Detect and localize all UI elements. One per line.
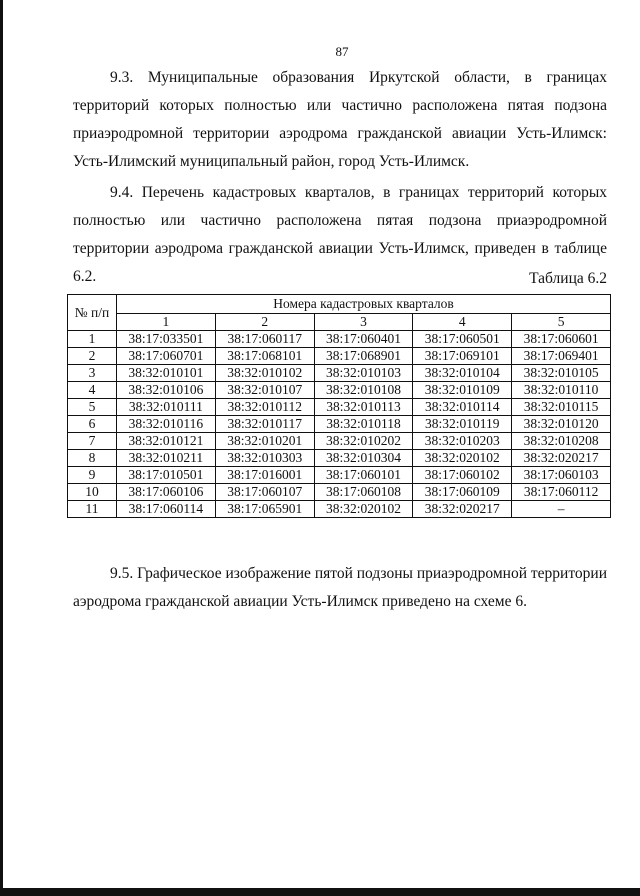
table-cell: – bbox=[512, 501, 611, 518]
table-cell: 38:17:060101 bbox=[314, 467, 413, 484]
table-cell: 38:32:020102 bbox=[413, 450, 512, 467]
row-number: 8 bbox=[68, 450, 117, 467]
paragraph-9-4: 9.4. Перечень кадастровых кварталов, в границах территорий которых полностью или частично расположена пятая подзона приаэродромной территории аэродрома гражданской авиации Усть-Илимск, приведен в таблице 6.2. bbox=[73, 184, 607, 285]
header-col: 2 bbox=[215, 314, 314, 331]
table-cell: 38:17:060501 bbox=[413, 331, 512, 348]
table-row bbox=[68, 467, 611, 484]
row-number: 1 bbox=[68, 331, 117, 348]
table-cell: 38:17:016001 bbox=[215, 467, 314, 484]
header-group: Номера кадастровых кварталов bbox=[117, 295, 611, 314]
table-cell: 38:17:060401 bbox=[314, 331, 413, 348]
table-cell: 38:32:010202 bbox=[314, 433, 413, 450]
row-number: 3 bbox=[68, 365, 117, 382]
table-cell: 38:32:010211 bbox=[117, 450, 216, 467]
table-row bbox=[68, 450, 611, 467]
table-cell: 38:32:020217 bbox=[512, 450, 611, 467]
table-cell: 38:32:010111 bbox=[117, 399, 216, 416]
table-cell: 38:32:010101 bbox=[117, 365, 216, 382]
table-cell: 38:17:060109 bbox=[413, 484, 512, 501]
table-row bbox=[68, 416, 611, 433]
table-caption: Таблица 6.2 bbox=[529, 270, 607, 287]
row-number: 6 bbox=[68, 416, 117, 433]
page-number: 87 bbox=[335, 44, 349, 59]
table-cell: 38:32:010118 bbox=[314, 416, 413, 433]
table-cell: 38:32:010303 bbox=[215, 450, 314, 467]
row-number: 4 bbox=[68, 382, 117, 399]
table-cell: 38:32:010121 bbox=[117, 433, 216, 450]
header-col: 4 bbox=[413, 314, 512, 331]
table-row bbox=[68, 501, 611, 518]
row-number: 10 bbox=[68, 484, 117, 501]
table-cell: 38:17:060102 bbox=[413, 467, 512, 484]
table-row bbox=[68, 365, 611, 382]
table-cell: 38:32:010113 bbox=[314, 399, 413, 416]
table-cell: 38:17:065901 bbox=[215, 501, 314, 518]
table-row bbox=[68, 331, 611, 348]
table-cell: 38:32:010114 bbox=[413, 399, 512, 416]
paragraph-9-5: 9.5. Графическое изображение пятой подзоны приаэродромной территории аэродрома гражданской авиации Усть-Илимск приведено на схеме 6. bbox=[73, 565, 607, 610]
table-cell: 38:17:060106 bbox=[117, 484, 216, 501]
table-row bbox=[68, 484, 611, 501]
table-cell: 38:32:010208 bbox=[512, 433, 611, 450]
header-col: 1 bbox=[117, 314, 216, 331]
table-cell: 38:17:060107 bbox=[215, 484, 314, 501]
table-cell: 38:32:020102 bbox=[314, 501, 413, 518]
table-cell: 38:32:020217 bbox=[413, 501, 512, 518]
table-cell: 38:32:010110 bbox=[512, 382, 611, 399]
row-number: 7 bbox=[68, 433, 117, 450]
table-cell: 38:17:010501 bbox=[117, 467, 216, 484]
table-cell: 38:17:060108 bbox=[314, 484, 413, 501]
table-row bbox=[68, 433, 611, 450]
row-number: 5 bbox=[68, 399, 117, 416]
table-cell: 38:32:010117 bbox=[215, 416, 314, 433]
table-cell: 38:32:010103 bbox=[314, 365, 413, 382]
table-cell: 38:17:060601 bbox=[512, 331, 611, 348]
row-number: 9 bbox=[68, 467, 117, 484]
table-cell: 38:32:010115 bbox=[512, 399, 611, 416]
table-cell: 38:32:010119 bbox=[413, 416, 512, 433]
table-cell: 38:17:033501 bbox=[117, 331, 216, 348]
table-cell: 38:32:010203 bbox=[413, 433, 512, 450]
table-row bbox=[68, 399, 611, 416]
table-cell: 38:32:010116 bbox=[117, 416, 216, 433]
page-edge-left bbox=[0, 0, 3, 896]
cadastral-table bbox=[67, 294, 611, 518]
table-cell: 38:32:010109 bbox=[413, 382, 512, 399]
table-cell: 38:32:010304 bbox=[314, 450, 413, 467]
table-cell: 38:17:060103 bbox=[512, 467, 611, 484]
table-cell: 38:17:060112 bbox=[512, 484, 611, 501]
table-row bbox=[68, 382, 611, 399]
table-cell: 38:32:010120 bbox=[512, 416, 611, 433]
table-cell: 38:17:068101 bbox=[215, 348, 314, 365]
table-row bbox=[68, 348, 611, 365]
table-cell: 38:32:010201 bbox=[215, 433, 314, 450]
table-cell: 38:32:010108 bbox=[314, 382, 413, 399]
page-edge-bottom bbox=[0, 888, 640, 896]
table-cell: 38:32:010107 bbox=[215, 382, 314, 399]
header-col: 3 bbox=[314, 314, 413, 331]
paragraph-9-3: 9.3. Муниципальные образования Иркутской области, в границах территорий которых полностью или частично расположена пятая подзона приаэродромной территории аэродрома гражданской авиации Усть-Илимск: Усть-Илимский муниципальный район, город Усть-Илимск. bbox=[73, 69, 607, 170]
table-cell: 38:32:010106 bbox=[117, 382, 216, 399]
table-cell: 38:17:060117 bbox=[215, 331, 314, 348]
table-cell: 38:32:010104 bbox=[413, 365, 512, 382]
header-col: 5 bbox=[512, 314, 611, 331]
table-cell: 38:17:069101 bbox=[413, 348, 512, 365]
header-rownum: № п/п bbox=[68, 295, 117, 331]
table-cell: 38:17:068901 bbox=[314, 348, 413, 365]
table-cell: 38:17:060114 bbox=[117, 501, 216, 518]
table-cell: 38:32:010112 bbox=[215, 399, 314, 416]
row-number: 11 bbox=[68, 501, 117, 518]
table-cell: 38:32:010105 bbox=[512, 365, 611, 382]
table-cell: 38:32:010102 bbox=[215, 365, 314, 382]
table-cell: 38:17:069401 bbox=[512, 348, 611, 365]
table-cell: 38:17:060701 bbox=[117, 348, 216, 365]
row-number: 2 bbox=[68, 348, 117, 365]
